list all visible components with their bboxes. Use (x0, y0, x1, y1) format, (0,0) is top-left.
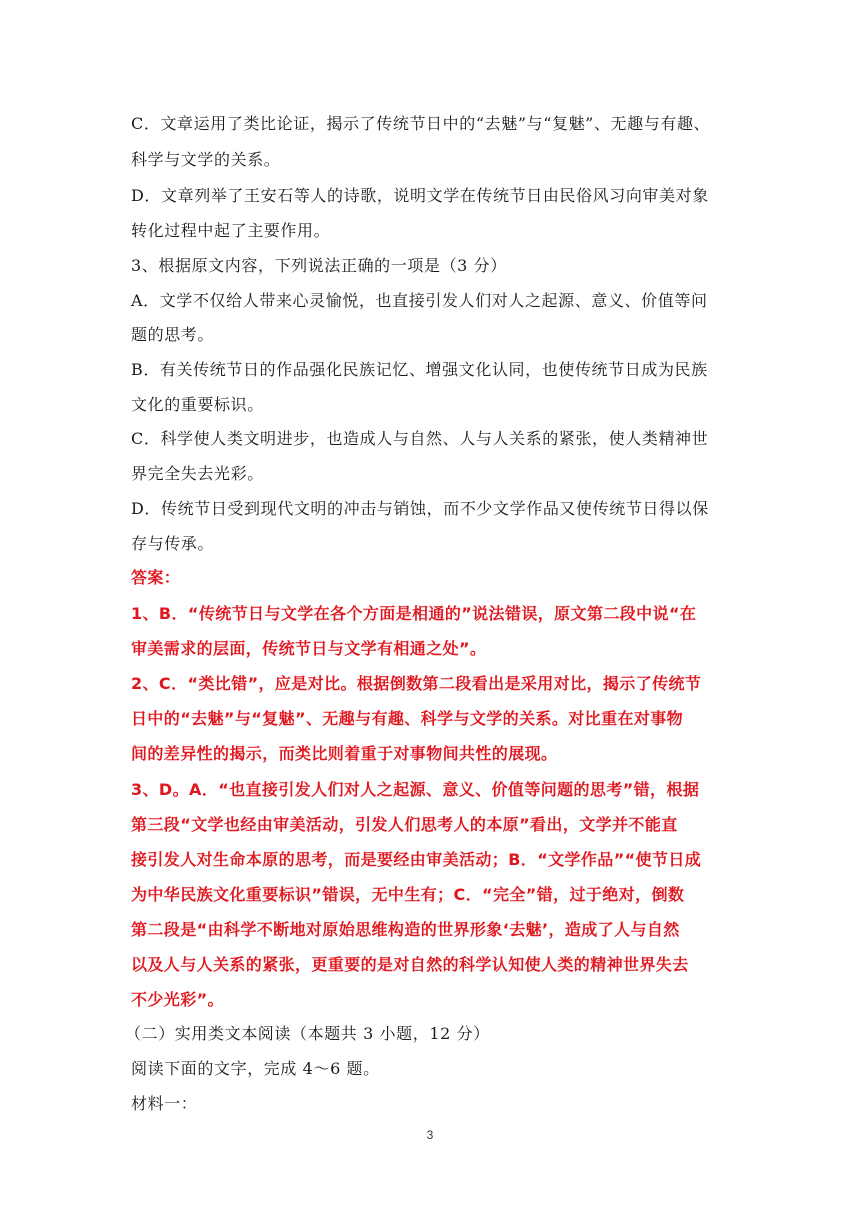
page-number: 3 (426, 1128, 434, 1142)
answer-3-line-2: 第三段“文学也经由审美活动，引发人们思考人的本原”看出，文学并不能直 (131, 815, 678, 834)
q3-option-d-line-1: D．传统节日受到现代文明的冲击与销蚀，而不少文学作品又使传统节日得以保 (131, 499, 709, 518)
q3-option-a-line-2: 题的思考。 (131, 325, 215, 344)
q2-option-c-line-1: C．文章运用了类比论证，揭示了传统节日中的“去魅”与“复魅”、无趣与有趣、 (131, 114, 711, 133)
q2-option-d-line-2: 转化过程中起了主要作用。 (131, 221, 331, 240)
answer-2-line-2: 日中的“去魅”与“复魅”、无趣与有趣、科学与文学的关系。对比重在对事物 (131, 709, 684, 728)
q2-option-c-line-2: 科学与文学的关系。 (131, 150, 281, 169)
answer-3-line-3: 接引发人对生命本原的思考，而是要经由审美活动；B．“文学作品”“使节日成 (131, 850, 702, 869)
q2-option-d-line-1: D．文章列举了王安石等人的诗歌，说明文学在传统节日由民俗风习向审美对象 (131, 186, 709, 205)
section-2-title: （二）实用类文本阅读（本题共 3 小题，12 分） (125, 1024, 490, 1043)
answer-3-line-7: 不少光彩”。 (131, 990, 224, 1009)
material-1-label: 材料一： (131, 1094, 198, 1113)
q3-option-b-line-2: 文化的重要标识。 (131, 395, 264, 414)
q3-option-a-line-1: A．文学不仅给人带来心灵愉悦，也直接引发人们对人之起源、意义、价值等问 (131, 291, 708, 310)
answer-3-line-1: 3、D。A．“也直接引发人们对人之起源、意义、价值等问题的思考”错，根据 (131, 780, 700, 799)
q3-option-c-line-1: C．科学使人类文明进步，也造成人与自然、人与人关系的紧张，使人类精神世 (131, 429, 709, 448)
section-2-instruction: 阅读下面的文字，完成 4～6 题。 (131, 1059, 380, 1078)
q3-stem: 3、根据原文内容，下列说法正确的一项是（3 分） (131, 256, 507, 275)
q3-option-c-line-2: 界完全失去光彩。 (131, 464, 264, 483)
answer-1-line-1: 1、B．“传统节日与文学在各个方面是相通的”说法错误，原文第二段中说“在 (131, 604, 697, 623)
q3-option-b-line-1: B．有关传统节日的作品强化民族记忆、增强文化认同，也使传统节日成为民族 (131, 360, 708, 379)
answer-3-line-5: 第二段是“由科学不断地对原始思维构造的世界形象‘去魅’，造成了人与自然 (131, 920, 680, 939)
q3-option-d-line-2: 存与传承。 (131, 534, 215, 553)
answer-2-line-3: 间的差异性的揭示，而类比则着重于对事物间共性的展现。 (131, 744, 558, 763)
answer-2-line-1: 2、C．“类比错”，应是对比。根据倒数第二段看出是采用对比，揭示了传统节 (131, 674, 702, 693)
answer-1-line-2: 审美需求的层面，传统节日与文学有相通之处”。 (131, 639, 487, 658)
answer-3-line-4: 为中华民族文化重要标识”错误，无中生有；C．“完全”错，过于绝对，倒数 (131, 885, 685, 904)
answers-heading: 答案： (131, 568, 181, 587)
answer-3-line-6: 以及人与人关系的紧张，更重要的是对自然的科学认知使人类的精神世界失去 (131, 955, 689, 974)
